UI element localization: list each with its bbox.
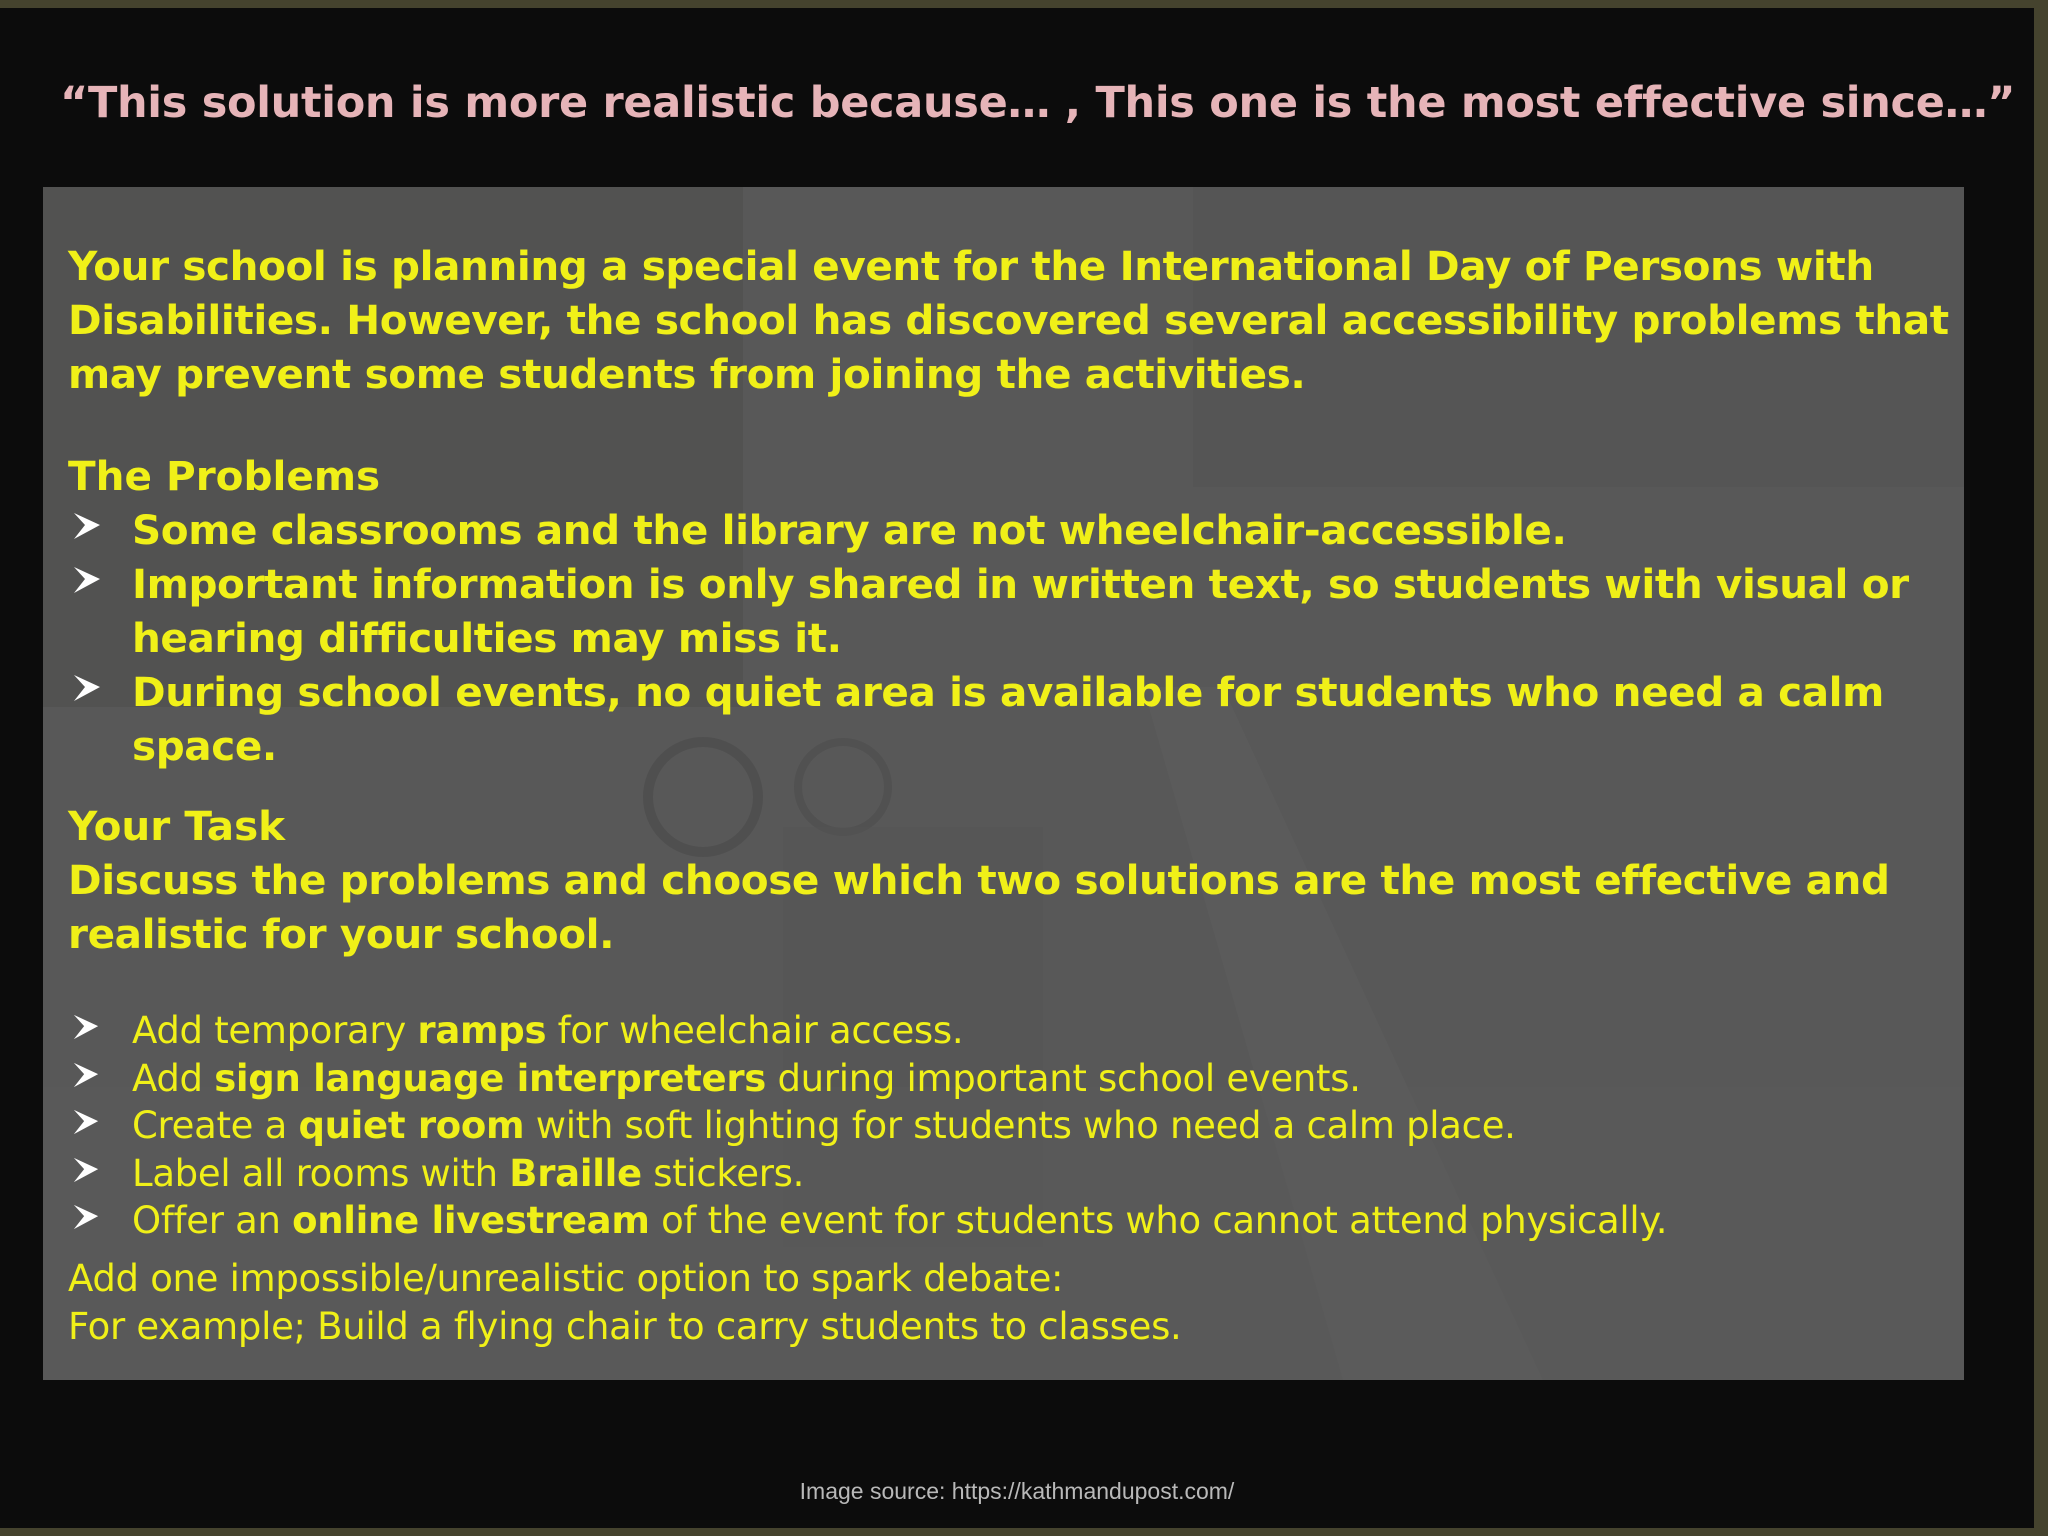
content-panel xyxy=(43,187,1964,1380)
problem-item-text: Some classrooms and the library are not wheelchair-accessible. xyxy=(132,506,1567,554)
extra-line-2: For example; Build a flying chair to carry students to classes. xyxy=(68,1304,1182,1348)
task-text: Discuss the problems and choose which two solutions are the most effective and realistic for your school. xyxy=(68,856,1890,958)
solution-text-after: of the event for students who cannot attend physically. xyxy=(649,1199,1668,1242)
solution-item xyxy=(68,1007,1968,1055)
task-heading: Your Task xyxy=(68,802,286,850)
solutions-list xyxy=(68,1007,1968,1245)
panel-content xyxy=(68,239,1968,1351)
solution-text-before: Label all rooms with xyxy=(132,1151,510,1195)
problems-heading: The Problems xyxy=(68,452,381,500)
arrow-bullet-icon xyxy=(72,673,102,703)
arrow-bullet-icon xyxy=(72,1013,100,1041)
solution-text-after: stickers. xyxy=(641,1151,805,1195)
arrow-bullet-icon xyxy=(72,1203,100,1231)
intro-paragraph: Your school is planning a special event for the International Day of Persons with Disabilities. However, the school has discovered several accessibility problems that may prevent some students from joining the activities. xyxy=(68,242,1949,398)
arrow-bullet-icon xyxy=(72,511,102,541)
arrow-bullet-icon xyxy=(72,565,102,595)
problems-list xyxy=(68,503,1968,773)
problem-item xyxy=(68,503,1968,557)
quote-heading: “This solution is more realistic because… , This one is the most effective since…” xyxy=(60,78,2016,128)
solution-text-after: with soft lighting for students who need a calm place. xyxy=(524,1104,1516,1147)
solution-text-before: Add xyxy=(132,1056,215,1100)
solution-text-before: Offer an xyxy=(132,1199,293,1242)
solution-keyword: sign language interpreters xyxy=(214,1056,766,1100)
problem-item-text: During school events, no quiet area is available for students who need a calm space. xyxy=(132,668,1884,770)
solution-text-after: for wheelchair access. xyxy=(546,1009,964,1052)
arrow-bullet-icon xyxy=(72,1061,100,1089)
solution-text-after: during important school events. xyxy=(766,1056,1361,1100)
arrow-bullet-icon xyxy=(72,1156,100,1184)
solution-item xyxy=(68,1197,1968,1245)
extra-line-1: Add one impossible/unrealistic option to spark debate: xyxy=(68,1256,1064,1300)
solution-keyword: ramps xyxy=(417,1009,547,1052)
arrow-bullet-icon xyxy=(72,1108,100,1136)
solution-item xyxy=(68,1102,1968,1150)
solution-text-before: Add temporary xyxy=(132,1009,418,1052)
solution-text-before: Create a xyxy=(132,1104,299,1147)
problem-item xyxy=(68,557,1968,665)
solution-item xyxy=(68,1150,1968,1198)
problem-item-text: Important information is only shared in written text, so students with visual or hearing difficulties may miss it. xyxy=(132,560,1909,662)
solution-keyword: quiet room xyxy=(298,1104,525,1147)
solution-keyword: Braille xyxy=(509,1151,642,1195)
problem-item xyxy=(68,665,1968,773)
slide xyxy=(0,8,2034,1528)
image-source-credit: Image source: https://kathmandupost.com/ xyxy=(799,1478,1235,1504)
solution-keyword: online livestream xyxy=(292,1199,650,1242)
solution-item xyxy=(68,1055,1968,1103)
